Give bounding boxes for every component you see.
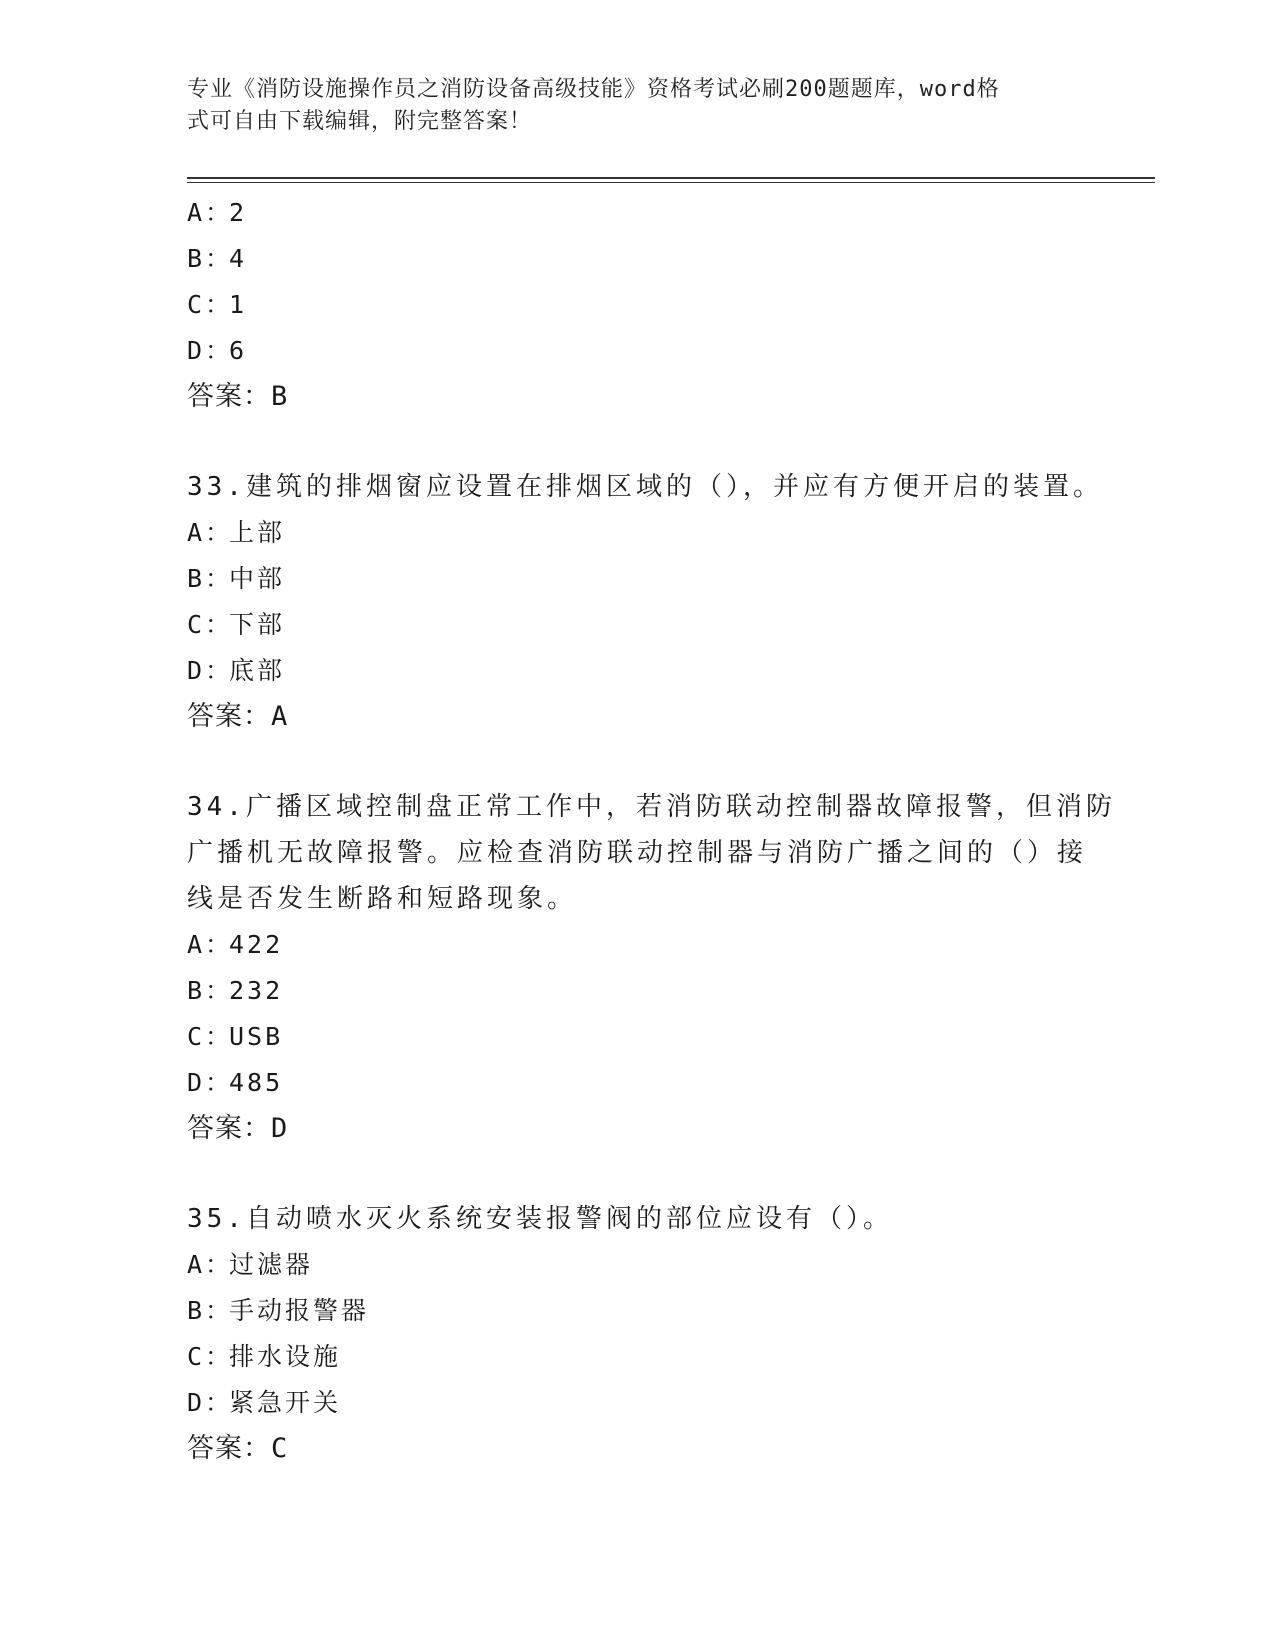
option-c: C：1 [187, 290, 248, 319]
answer-line: 答案：C [187, 1433, 289, 1464]
option-c: C：USB [187, 1022, 284, 1051]
question-stem: 33.建筑的排烟窗应设置在排烟区域的（），并应有方便开启的装置。 [187, 472, 1103, 502]
option-a: A：422 [187, 930, 284, 959]
answer-line: 答案：B [187, 381, 289, 412]
question-list [187, 190, 1116, 1472]
spacer [187, 420, 1087, 464]
option-b: B：手动报警器 [187, 1296, 370, 1325]
option-d: D：6 [187, 336, 248, 365]
question-33 [187, 464, 1103, 740]
question-stem: 广播机无故障报警。应检查消防联动控制器与消防广播之间的（）接 [187, 838, 1088, 868]
option-a: A：2 [187, 198, 248, 227]
option-a: A：上部 [187, 518, 286, 547]
spacer [187, 740, 1087, 784]
spacer [187, 1152, 1087, 1196]
option-b: B：4 [187, 244, 248, 273]
option-c: C：下部 [187, 610, 286, 639]
option-c: C：排水设施 [187, 1342, 342, 1371]
header-rule-thick [187, 177, 1155, 179]
document-header [187, 74, 1067, 138]
option-d: D：485 [187, 1068, 284, 1097]
question-stem: 35.自动喷水灭火系统安装报警阀的部位应设有（）。 [187, 1204, 893, 1234]
option-d: D：底部 [187, 656, 286, 685]
option-b: B：中部 [187, 564, 286, 593]
option-a: A：过滤器 [187, 1250, 314, 1279]
option-d: D：紧急开关 [187, 1388, 342, 1417]
header-rule-thin [187, 182, 1155, 183]
question-32-partial [187, 190, 1087, 420]
question-34 [187, 784, 1116, 1152]
question-35 [187, 1196, 1087, 1472]
answer-line: 答案：D [187, 1113, 289, 1144]
header-line-2: 式可自由下载编辑，附完整答案！ [187, 109, 533, 134]
question-stem: 34.广播区域控制盘正常工作中，若消防联动控制器故障报警，但消防 [187, 792, 1116, 822]
header-line-1: 专业《消防设施操作员之消防设备高级技能》资格考试必刷200题题库，word格 [187, 77, 1000, 102]
option-b: B：232 [187, 976, 284, 1005]
answer-line: 答案：A [187, 701, 289, 732]
question-stem: 线是否发生断路和短路现象。 [187, 884, 578, 914]
